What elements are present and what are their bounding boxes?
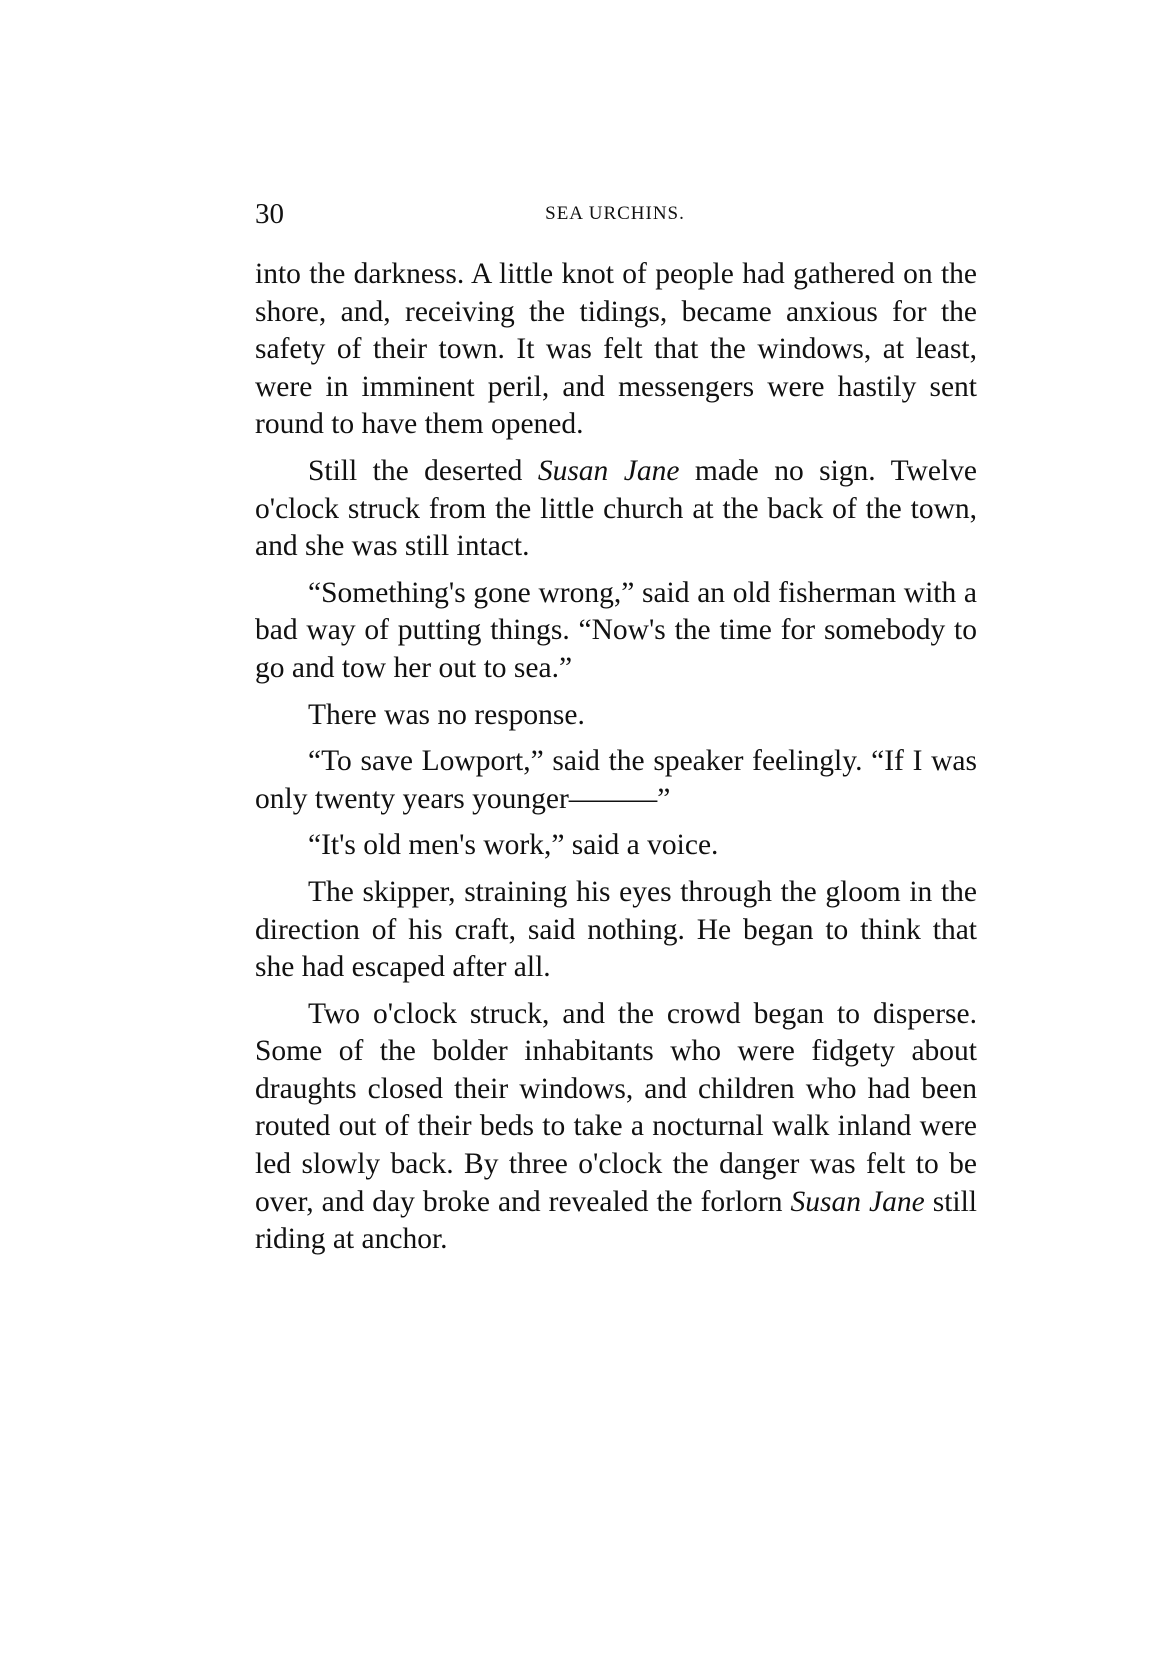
ship-name-susan-jane-2: Susan Jane	[790, 1185, 925, 1218]
paragraph-5	[255, 743, 977, 818]
paragraph-6	[255, 827, 977, 865]
paragraph-8-text-b: still riding at anchor.	[255, 1185, 977, 1256]
running-title: SEA URCHINS.	[545, 203, 685, 224]
ship-name-susan-jane: Susan Jane	[537, 454, 680, 487]
paragraph-8-text-a: Two o'clock struck, and the crowd began to disperse. Some of the bolder inhabitants who were fidgety about draughts closed their windows, and children who had been routed out of their beds to take a nocturnal walk inland were led slowly back. By three o'clock the danger was felt to be over, and day broke and revealed the forlorn	[255, 997, 977, 1218]
paragraph-8	[255, 996, 977, 1259]
paragraph-6-text: “It's old men's work,” said a voice.	[308, 829, 719, 862]
page-number: 30	[255, 198, 284, 230]
paragraph-2	[255, 453, 977, 566]
paragraph-2-text-b: made no sign. Twelve o'clock struck from the little church at the back of the town, and she was still intact.	[255, 454, 977, 563]
paragraph-4-text: There was no response.	[308, 698, 585, 731]
paragraph-5-text: “To save Lowport,” said the speaker feelingly. “If I was only twenty years younger———”	[255, 745, 977, 815]
paragraph-2-text-a: Still the deserted	[308, 454, 538, 487]
paragraph-3-text: “Something's gone wrong,” said an old fisherman with a bad way of putting things. “Now's the time for somebody to go and tow her out to sea.”	[255, 576, 977, 684]
page-header	[255, 198, 975, 238]
paragraph-7	[255, 874, 977, 987]
paragraph-1-text: into the darkness. A little knot of people had gathered on the shore, and, receiving the tidings, became anxious for the safety of their town. It was felt that the windows, at least, were in imminent peril, and messengers were hastily sent round to have them opened.	[255, 258, 977, 441]
body-text	[255, 256, 977, 1259]
paragraph-7-text: The skipper, straining his eyes through the gloom in the direction of his craft, said nothing. He began to think that she had escaped after all.	[255, 875, 977, 984]
paragraph-1	[255, 256, 977, 444]
paragraph-3	[255, 575, 977, 688]
paragraph-4	[255, 697, 977, 735]
